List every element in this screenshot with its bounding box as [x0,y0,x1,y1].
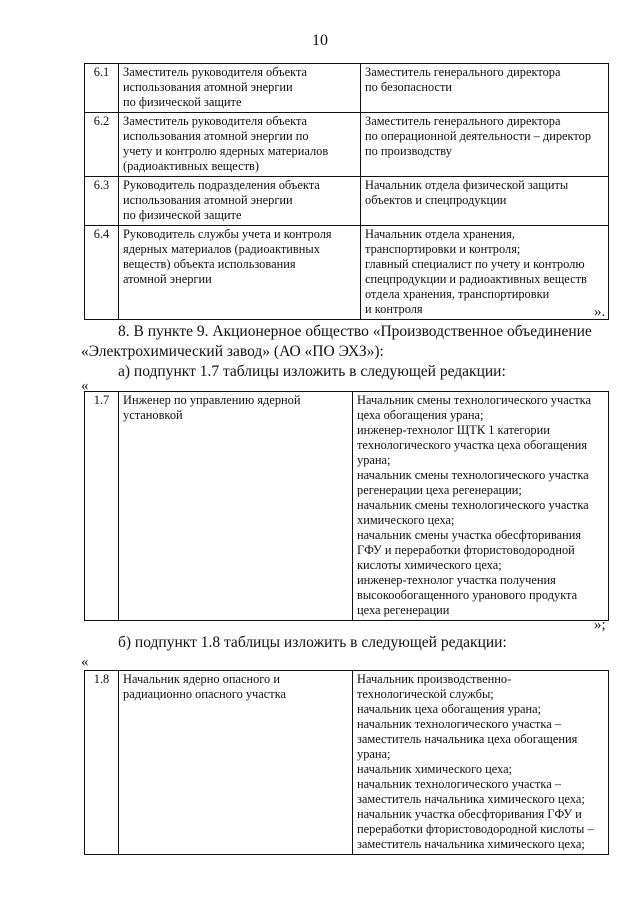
opening-quote-3: « [81,654,89,670]
closing-quote-2: »; [594,617,606,633]
positions-table-2 [84,391,609,621]
section-8-line-1: 8. В пункте 9. Акционерное общество «Производственное объединение [118,323,592,340]
closing-quote-1: ». [594,304,606,320]
opening-quote-2: « [81,378,89,394]
table-row [85,671,609,855]
subsection-a-text: а) подпункт 1.7 таблицы изложить в следующей редакции: [118,363,506,380]
table-row [85,177,609,226]
position-cell: Заместитель руководителя объекта использования атомной энергии по учету и контролю ядерных материалов (радиоактивных веществ) [119,113,361,177]
row-number: 6.4 [85,226,119,320]
section-8-line-2: «Электрохимический завод» (АО «ПО ЭХЗ»): [81,343,384,360]
position-cell: Начальник ядерно опасного и радиационно опасного участка [119,671,353,855]
equivalent-position-cell: Начальник отдела физической защиты объектов и спецпродукции [361,177,609,226]
equivalent-position-cell: Начальник смены технологического участка цеха обогащения урана; инженер-технолог ЩТК 1 категории технологического участка цеха обогащения урана; начальник смены технологического участка регенерации цеха регенерации; начальник смены технологического участка химического цеха; начальник смены участка обесфторивания ГФУ и переработки фтористоводородной кислоты химического цеха; инженер-технолог участка получения высокообогащенного уранового продукта цеха регенерации [353,392,609,621]
position-cell: Инженер по управлению ядерной установкой [119,392,353,621]
row-number: 1.7 [85,392,119,621]
row-number: 6.3 [85,177,119,226]
equivalent-position-cell: Начальник отдела хранения, транспортировки и контроля; главный специалист по учету и контролю спецпродукции и радиоактивных веществ отдела хранения, транспортировки и контроля [361,226,609,320]
row-number: 6.1 [85,64,119,113]
position-cell: Руководитель службы учета и контроля ядерных материалов (радиоактивных веществ) объекта использования атомной энергии [119,226,361,320]
page-number: 10 [312,32,328,49]
table-row [85,392,609,621]
table-row [85,64,609,113]
row-number: 1.8 [85,671,119,855]
position-cell: Заместитель руководителя объекта использования атомной энергии по физической защите [119,64,361,113]
equivalent-position-cell: Заместитель генерального директора по безопасности [361,64,609,113]
subsection-b-text: б) подпункт 1.8 таблицы изложить в следующей редакции: [118,634,507,651]
table-row [85,226,609,320]
equivalent-position-cell: Начальник производственно- технологической службы; начальник цеха обогащения урана; начальник технологического участка – заместитель начальника цеха обогащения урана; начальник химического цеха; начальник технологического участка – заместитель начальника химического цеха; начальник участка обесфторивания ГФУ и переработки фтористоводородной кислоты – заместитель начальника химического цеха; [353,671,609,855]
row-number: 6.2 [85,113,119,177]
table-row [85,113,609,177]
positions-table-3 [84,670,609,855]
position-cell: Руководитель подразделения объекта использования атомной энергии по физической защите [119,177,361,226]
equivalent-position-cell: Заместитель генерального директора по операционной деятельности – директор по производству [361,113,609,177]
positions-table-1 [84,63,609,320]
